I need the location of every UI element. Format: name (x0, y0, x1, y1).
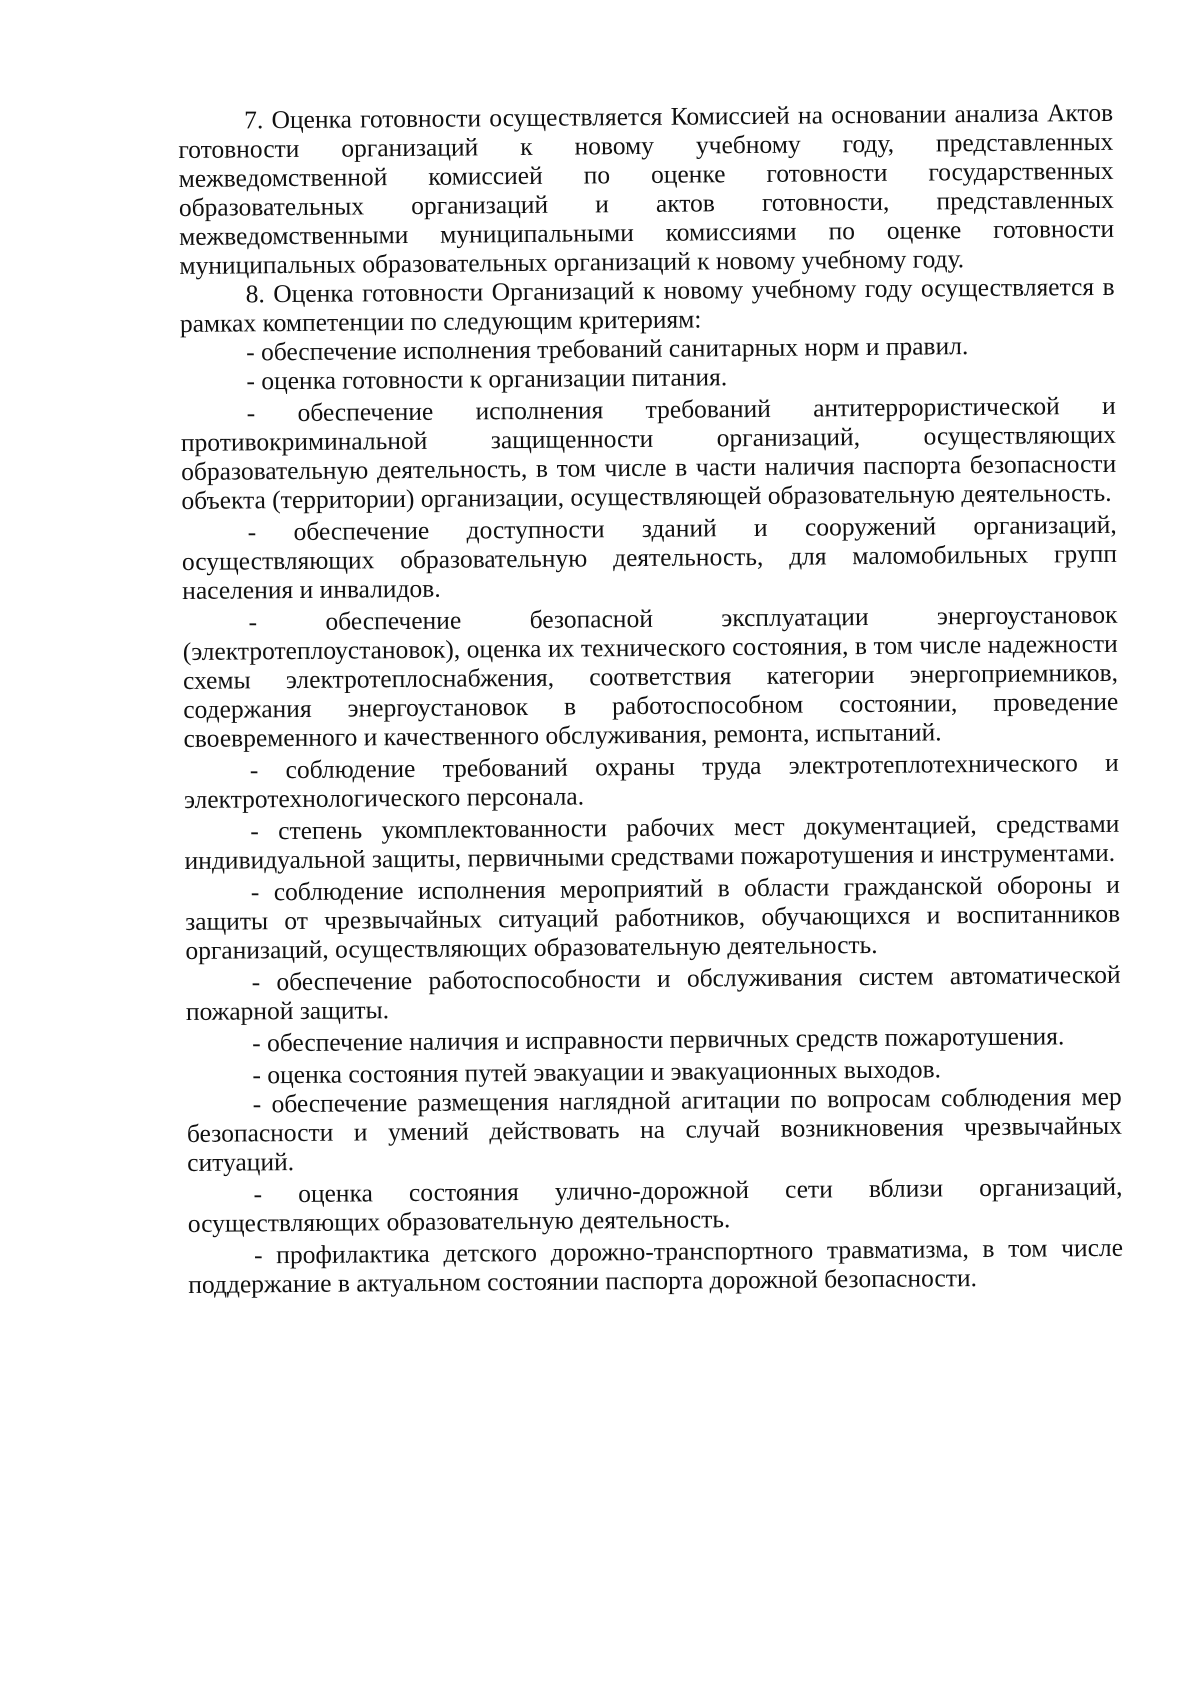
criterion-fire-extinguishers: - обеспечение наличия и исправности первичных средств пожаротушения. (252, 1021, 1065, 1058)
paragraph-8-criteria-intro: 8. Оценка готовности Организаций к новому учебному году осуществляется в рамках компетенции по следующим критериям: (179, 271, 1115, 338)
criterion-civil-defense: - соблюдение исполнения мероприятий в области гражданской обороны и защиты от чрезвычайных ситуаций работников, обучающихся и воспитанников организаций, осуществляющих образовательную деятельность. (184, 869, 1121, 965)
criterion-fire-protection-systems: - обеспечение работоспособности и обслуживания систем автоматической пожарной защиты. (185, 959, 1121, 1026)
criterion-catering: - оценка готовности к организации питания. (246, 362, 728, 396)
criterion-road-injury-prevention: - профилактика детского дорожно-транспортного травматизма, в том числе поддержание в актуальном состоянии паспорта дорожной безопасности. (188, 1232, 1124, 1299)
criterion-labor-safety: - соблюдение требований охраны труда электротеплотехнического и электротехнологического персонала. (183, 747, 1119, 814)
criterion-sanitary: - обеспечение исполнения требований санитарных норм и правил. (246, 331, 969, 367)
document-body (178, 98, 1123, 1299)
criterion-evacuation: - оценка состояния путей эвакуации и эвакуационных выходов. (252, 1054, 942, 1090)
criterion-antiterror: - обеспечение исполнения требований антитеррористической и противокриминальной защищенности организаций, осуществляющих образовательную деятельность, в том числе в части наличия паспорта безопасности объекта (территории) организации, осуществляющей образовательную деятельность. (180, 390, 1117, 515)
criterion-road-network: - оценка состояния улично-дорожной сети вблизи организаций, осуществляющих образовательную деятельность. (187, 1171, 1123, 1238)
criterion-workplace-equipment: - степень укомплектованности рабочих мест документацией, средствами индивидуальной защиты, первичными средствами пожаротушения и инструментами. (184, 808, 1120, 875)
criterion-visual-agitation: - обеспечение размещения наглядной агитации по вопросам соблюдения мер безопасности и умений действовать на случай возникновения чрезвычайных ситуаций. (186, 1081, 1123, 1177)
paragraph-7-assessment: 7. Оценка готовности осуществляется Комиссией на основании анализа Актов готовности организаций к новому учебному году, представленных межведомственной комиссией по оценке готовности государственных образовательных организаций и актов готовности, представленных межведомственными муниципальными комиссиями по оценке готовности муниципальных образовательных организаций к новому учебному году. (178, 97, 1115, 280)
criterion-energy: - обеспечение безопасной эксплуатации энергоустановок (электротеплоустановок), оценка их технического состояния, в том числе надежности схемы электротеплоснабжения, соответствия категории энергоприемников, содержания энергоустановок в работоспособном состоянии, проведение своевременного и качественного обслуживания, ремонта, испытаний. (182, 599, 1119, 753)
criterion-accessibility: - обеспечение доступности зданий и сооружений организаций, осуществляющих образовательную деятельность, для маломобильных групп населения и инвалидов. (181, 509, 1118, 605)
